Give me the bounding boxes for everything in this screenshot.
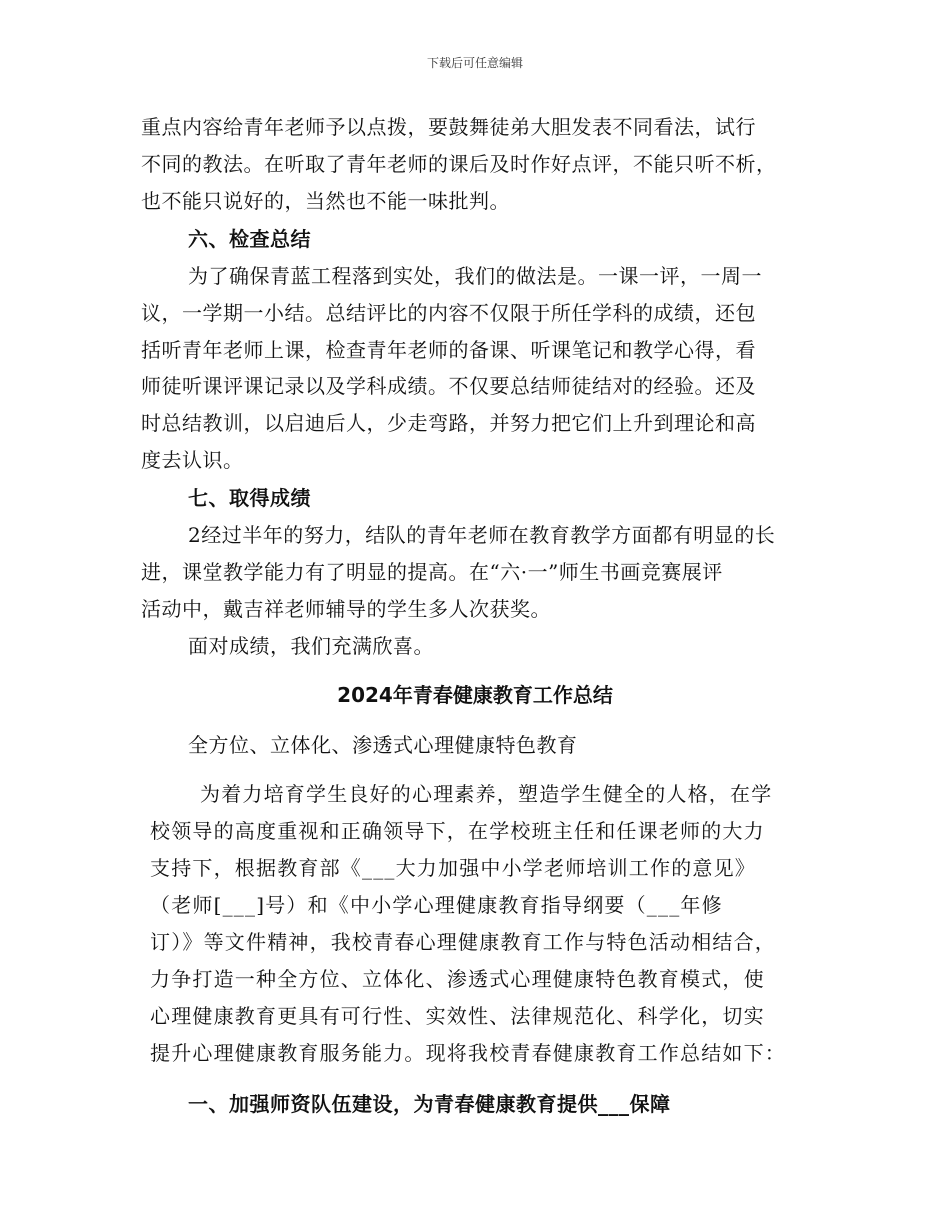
document-title: 2024年青春健康教育工作总结 <box>337 683 613 707</box>
paragraph-line: 师徒听课评课记录以及学科成绩。不仅要总结师徒结对的经验。还及 <box>141 374 756 398</box>
paragraph-line: 不同的教法。在听取了青年老师的课后及时作好点评，不能只听不析， <box>141 152 777 176</box>
section-heading-one: 一、加强师资队伍建设，为青春健康教育提供___保障 <box>188 1092 671 1116</box>
paragraph-line: 力争打造一种全方位、立体化、渗透式心理健康特色教育模式，使 <box>150 967 765 991</box>
paragraph-line: 也不能只说好的，当然也不能一味批判。 <box>141 189 510 213</box>
paragraph-line: 心理健康教育更具有可行性、实效性、法律规范化、科学化，切实 <box>150 1004 765 1028</box>
document-subtitle: 全方位、立体化、渗透式心理健康特色教育 <box>188 733 578 757</box>
paragraph-line: 提升心理健康教育服务能力。现将我校青春健康教育工作总结如下： <box>150 1041 786 1065</box>
paragraph-line: 进，课堂教学能力有了明显的提高。在“六·一”师生书画竞赛展评 <box>141 560 723 584</box>
paragraph-line: 活动中，戴吉祥老师辅导的学生多人次获奖。 <box>141 597 551 621</box>
paragraph-line: 为着力培育学生良好的心理素养，塑造学生健全的人格，在学 <box>200 782 773 806</box>
paragraph-line: 时总结教训，以启迪后人，少走弯路，并努力把它们上升到理论和高 <box>141 411 756 435</box>
paragraph-line: 重点内容给青年老师予以点拨，要鼓舞徒弟大胆发表不同看法，试行 <box>141 115 756 139</box>
paragraph-line: 支持下，根据教育部《___大力加强中小学老师培训工作的意见》 <box>150 856 756 880</box>
paragraph-line: 括听青年老师上课，检查青年老师的备课、听课笔记和教学心得，看 <box>141 338 756 362</box>
paragraph-line: 度去认识。 <box>141 448 244 472</box>
paragraph-line: 面对成绩，我们充满欣喜。 <box>188 634 434 658</box>
paragraph-line: （老师[___]号）和《中小学心理健康教育指导纲要（___年修 <box>150 893 723 917</box>
section-heading-six: 六、检查总结 <box>188 227 311 251</box>
page-header: 下载后可任意编辑 <box>426 56 523 70</box>
paragraph-line: 2经过半年的努力，结队的青年老师在教育教学方面都有明显的长 <box>188 523 776 547</box>
paragraph-line: 议，一学期一小结。总结评比的内容不仅限于所任学科的成绩，还包 <box>141 301 756 325</box>
paragraph-line: 订）》等文件精神，我校青春心理健康教育工作与特色活动相结合， <box>150 930 776 954</box>
section-heading-seven: 七、取得成绩 <box>188 486 311 510</box>
paragraph-line: 为了确保青蓝工程落到实处，我们的做法是。一课一评，一周一 <box>188 264 762 288</box>
paragraph-line: 校领导的高度重视和正确领导下，在学校班主任和任课老师的大力 <box>150 819 765 843</box>
